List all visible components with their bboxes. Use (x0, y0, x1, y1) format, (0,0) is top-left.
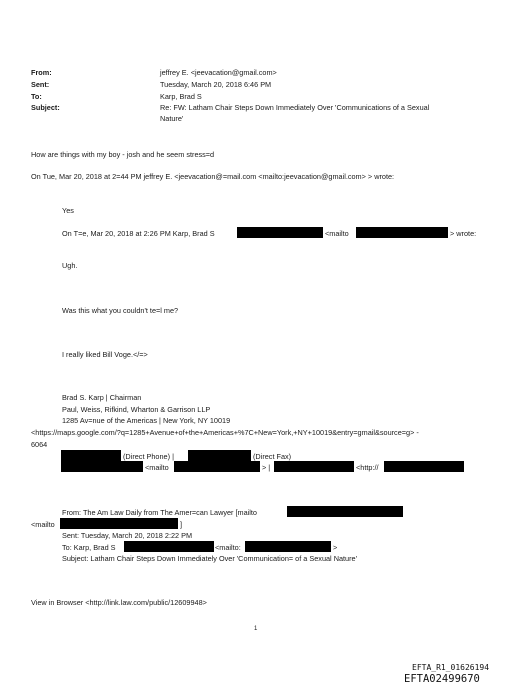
from-label: From: (31, 68, 52, 77)
redaction-box (174, 461, 260, 472)
signature-firm: Paul, Weiss, Rifkind, Wharton & Garrison LLP (62, 405, 211, 414)
redaction-box (61, 450, 121, 461)
forward-subject: Subject: Latham Chair Steps Down Immediately Over 'Communication= of a Sexual Nature' (62, 554, 358, 563)
signature-http: <http:// (356, 463, 379, 472)
signature-address: 1285 Av=nue of the Americas | New York, NY 10019 (62, 416, 231, 425)
signature-maps-link: <https://maps.google.com/?q=1285+Avenue+of+the+Americas+%7C+New=York,+NY+10019&entry=gmail&source=g> - (31, 428, 419, 437)
karp-mailto: <mailto (325, 229, 349, 238)
reply-yes: Yes (62, 206, 74, 215)
reply-ugh: Ugh. (62, 261, 78, 270)
reply-question: Was this what you couldn't te=l me? (62, 306, 179, 315)
footer-id-small: EFTA_R1_01626194 (412, 663, 490, 672)
signature-gt-pipe: > | (262, 463, 271, 472)
to-value: Karp, Brad S (160, 92, 202, 101)
subject-label: Subject: (31, 103, 60, 112)
reply-header: On Tue, Mar 20, 2018 at 2=44 PM jeffrey E. <jeevacation@=mail.com <mailto:jeevacation@gmail.com> > wrote: (31, 172, 395, 181)
redaction-box (356, 227, 448, 238)
from-value: jeffrey E. <jeevacation@gmail.com> (160, 68, 277, 77)
redaction-box (188, 450, 251, 461)
redaction-box (124, 541, 214, 552)
redaction-box (287, 506, 403, 517)
redaction-box (245, 541, 331, 552)
signature-direct-fax: (Direct Fax) (253, 452, 292, 461)
footer-id-large: EFTA02499670 (404, 673, 480, 685)
view-in-browser-link[interactable]: View in Browser <http://link.law.com/public/12609948> (31, 598, 207, 607)
signature-direct-phone: (Direct Phone) | (123, 452, 174, 461)
forward-mailto: <mailto (31, 520, 55, 529)
forward-to-mailto: <mailto: (215, 543, 241, 552)
page-number: 1 (254, 626, 258, 632)
to-label: To: (31, 92, 42, 101)
forward-bracket: ] (180, 520, 183, 529)
redaction-box (274, 461, 354, 472)
reply-liked: I really liked Bill Voge.</=> (62, 350, 148, 359)
karp-wrote-suffix: > wrote: (450, 229, 477, 238)
forward-sent: Sent: Tuesday, March 20, 2018 2:22 PM (62, 531, 193, 540)
karp-wrote-prefix: On T=e, Mar 20, 2018 at 2:26 PM Karp, Brad S (62, 229, 215, 238)
forward-from: From: The Am Law Daily from The Amer=can Lawyer [mailto (62, 508, 257, 517)
sent-value: Tuesday, March 20, 2018 6:46 PM (160, 80, 272, 89)
forward-to-close: > (333, 543, 338, 552)
redaction-box (384, 461, 464, 472)
forward-to-prefix: To: Karp, Brad S (62, 543, 116, 552)
message-text: How are things with my boy - josh and he seem stress=d (31, 150, 215, 159)
sent-label: Sent: (31, 80, 50, 89)
signature-mailto: <mailto (145, 463, 169, 472)
signature-name: Brad S. Karp | Chairman (62, 393, 142, 402)
subject-value-line2: Nature' (160, 114, 184, 123)
redaction-box (61, 461, 143, 472)
subject-value-line1: Re: FW: Latham Chair Steps Down Immediately Over 'Communications of a Sexual (160, 103, 430, 112)
redaction-box (60, 518, 178, 529)
redaction-box (237, 227, 323, 238)
signature-maps-cont: 6064 (31, 440, 48, 449)
